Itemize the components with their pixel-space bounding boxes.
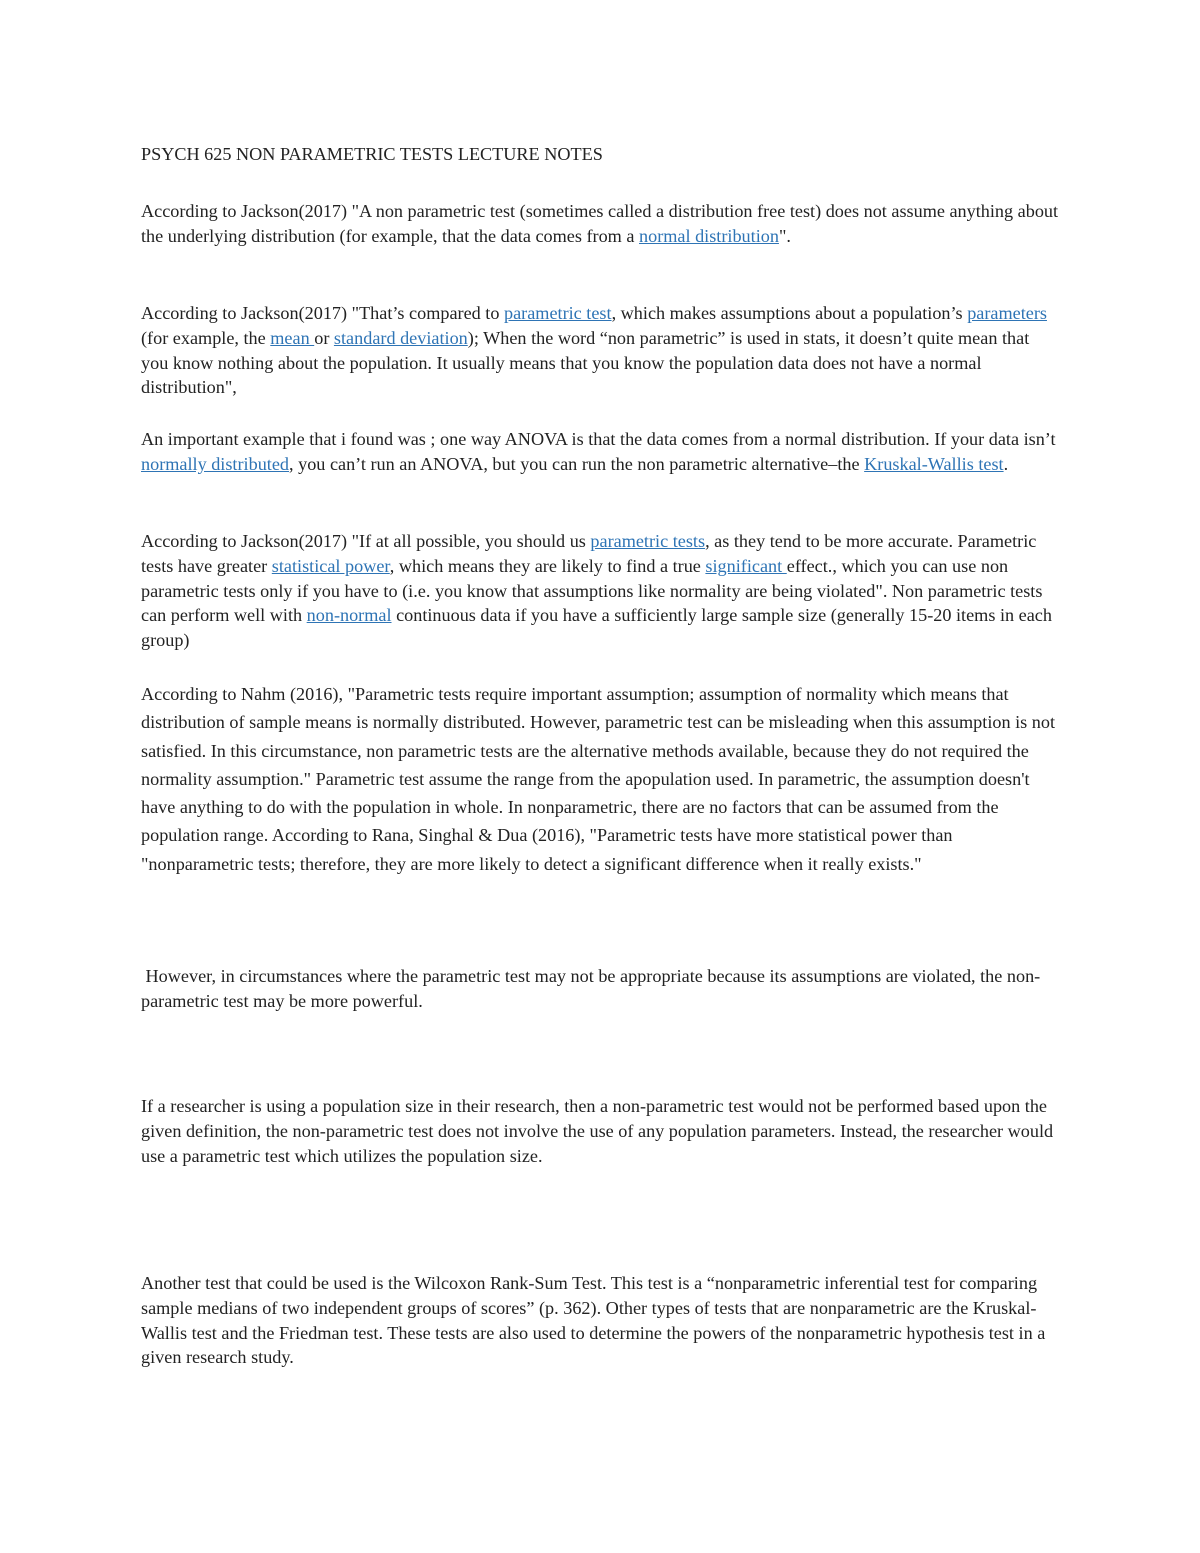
link-statistical-power[interactable]: statistical power [271, 555, 390, 576]
p4-text-1: According to Jackson(2017) "If at all possible, you should us [141, 531, 591, 551]
paragraph-7 [141, 1094, 1061, 1168]
document-title [141, 142, 1061, 167]
p1-text-1: According to Jackson(2017) "A non parametric test (sometimes called a distribution free test) does not assume anything about the underlying distribution (for example, that the data comes from a [141, 201, 1059, 246]
p4-text-3: , which means they are likely to find a true [389, 555, 706, 576]
link-significant[interactable]: significant [705, 555, 787, 576]
p2-text-5: ); When the word “non parametric” is used in stats, it doesn’t quite mean that you know nothing about the population. It usually means that you know the population data does not have a normal distribution", [141, 327, 1030, 398]
p3-text-2: , you can’t run an ANOVA, but you can run the non parametric alternative–the [289, 453, 865, 474]
title-text: PSYCH 625 NON PARAMETRIC TESTS LECTURE NOTES [141, 144, 603, 164]
paragraph-5 [141, 680, 1061, 878]
p2-text-4: or [314, 327, 334, 348]
paragraph-1 [141, 199, 1061, 249]
p3-text-3: . [1003, 453, 1009, 474]
link-normal-distribution[interactable]: normal distribution [639, 225, 779, 246]
link-non-normal[interactable]: non-normal [306, 605, 392, 626]
p2-text-2: , which makes assumptions about a population’s [611, 303, 968, 323]
paragraph-8-text: Another test that could be used is the Wilcoxon Rank-Sum Test. This test is a “nonparametric inferential test for comparing sample medians of two independent groups of scores” (p. 362). Other types of tests that are nonparametric are the Kruskal-Wallis test and the Friedman test. These tests are also used to determine the powers of the nonparametric hypothesis test in a given research study. [141, 1273, 1046, 1368]
link-parametric-tests[interactable]: parametric tests [590, 531, 706, 551]
link-normally-distributed[interactable]: normally distributed [141, 453, 290, 474]
paragraph-6-text: However, in circumstances where the parametric test may not be appropriate because its assumptions are violated, the non-parametric test may be more powerful. [141, 966, 1041, 1011]
paragraph-8 [141, 1271, 1061, 1370]
paragraph-2-text [141, 301, 1061, 400]
paragraph-4 [141, 529, 1061, 653]
p4-text-5: continuous data if you have a sufficiently large sample size (generally 15-20 items in each group) [141, 605, 1052, 651]
paragraph-3-text [141, 427, 1061, 477]
p2-text-1: According to Jackson(2017) "That’s compared to [141, 303, 504, 323]
link-kruskal-wallis-test[interactable]: Kruskal-Wallis test [864, 453, 1004, 474]
p2-text-3: (for example, the [141, 327, 271, 348]
link-standard-deviation[interactable]: standard deviation [333, 327, 468, 348]
paragraph-2 [141, 301, 1061, 400]
p1-text-2: ". [778, 225, 791, 246]
paragraph-4-text [141, 529, 1061, 653]
paragraph-7-text: If a researcher is using a population size in their research, then a non-parametric test would not be performed based upon the given definition, the non-parametric test does not involve the use of any population parameters. Instead, the researcher would use a parametric test which utilizes the population size. [141, 1096, 1054, 1166]
p4-text-4: effect., which you can use non parametric tests only if you have to (i.e. you know that assumptions like normality are being violated". Non parametric tests can perform well with [141, 555, 1043, 626]
paragraph-1-text [141, 199, 1061, 249]
paragraph-3 [141, 427, 1061, 477]
p3-text-1: An important example that i found was ; one way ANOVA is that the data comes from a normal distribution. If your data isn’t [141, 429, 1056, 449]
paragraph-6 [141, 964, 1061, 1014]
link-parametric-test[interactable]: parametric test [504, 303, 612, 323]
link-parameters[interactable]: parameters [967, 303, 1047, 323]
paragraph-5-text: According to Nahm (2016), "Parametric tests require important assumption; assumption of normality which means that distribution of sample means is normally distributed. However, parametric test can be misleading when this assumption is not satisfied. In this circumstance, non parametric tests are the alternative methods available, because they do not required the normality assumption." Parametric test assume the range from the apopulation used. In parametric, the assumption doesn't have anything to do with the population in whole. In nonparametric, there are no factors that can be assumed from the population range. According to Rana, Singhal & Dua (2016), "Parametric tests have more statistical power than "nonparametric tests; therefore, they are more likely to detect a significant difference when it really exists." [141, 684, 1056, 874]
link-mean[interactable]: mean [270, 327, 315, 348]
p4-text-2: , as they tend to be more accurate. Parametric tests have greater [141, 531, 1037, 576]
